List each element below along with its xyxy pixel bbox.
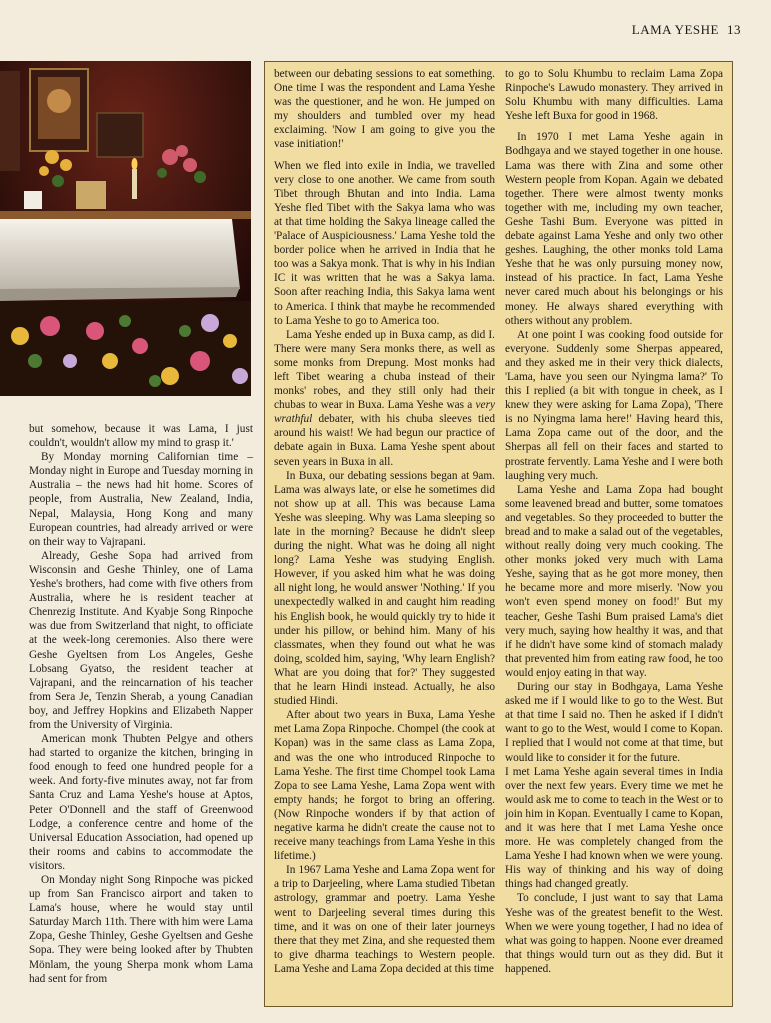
paragraph: Already, Geshe Sopa had arrived from Wisconsin and Geshe Thinley, one of Lama Yeshe's brothers, had come with five others from Australia, where he is resident teacher at Chenrezig Institute. And Kyabje Song Rinpoche was due from Switzerland that night, to officiate at the week-long ceremonies. Also there were Geshe Gyeltsen from Los Angeles, Geshe Lobsang Gyatso, the resident teacher at Vajrapani, and the reincarnation of his teacher from Sera Je, Tenzin Sherab, a young Canadian boy, and Jeffrey Hopkins and Elizabeth Napper from the University of Virginia. — [29, 549, 253, 731]
paragraph: After about two years in Buxa, Lama Yeshe met Lama Zopa Rinpoche. Chompel (the cook at Kopan) was in the same class as Lama Zopa, and was the one who introduced Rinpoche to Lama Yeshe. The first time Chompel took Lama Zopa to see Lama Yeshe, Lama Zopa went with empty hands; he forgot to bring an offering. (Now Rinpoche wonders if by that action of negative karma he didn't create the cause not to receive many teachings from Lama Yeshe in this lifetime.) — [274, 709, 495, 863]
text-run: Lama Yeshe ended up in Buxa camp, as did I. There were many Sera monks there, as well as some monks from Drepung. Most monks had left Tibet wearing a chuba instead of their monks' robes, and they still only had their chubas to wear in Buxa. Lama Yeshe was a — [274, 328, 495, 412]
paragraph: Lama Yeshe and Lama Zopa had bought some leavened bread and butter, some tomatoes and vegetables. So they proceeded to butter the bread and to make a salad out of the vegetables, without really doing very much cooking. The other monks joked very much with Lama Yeshe, saying that as he got more money, then he became more and more miserly. 'Now you won't even spend money on food!' But my teacher, Geshe Tashi Bum praised Lama's diet very much, saying how healthy it was, and that if he didn't have some kind of stomach malady that prevented him from eating raw food, he too would enjoy eating in that way. — [505, 483, 723, 679]
paragraph — [274, 328, 495, 469]
reminiscence-sidebar — [264, 61, 733, 1007]
main-article-column — [29, 422, 253, 986]
paragraph: but somehow, because it was Lama, I just couldn't, wouldn't allow my mind to grasp it.' — [29, 423, 253, 450]
paragraph: When we fled into exile in India, we travelled very close to one another. We came from south Tibet through Bhutan and into India. Lama Yeshe fled Tibet with the Sakya lama who was at that time holding the Sakya lineage called the 'Palace of Auspiciousness.' Lama Yeshe told the border police when he arrived in India that he too was a Sakya monk. That is why in his Indian IC it was written that he was a Sakya lama. Soon after reaching India, this Sakya lama went to America. I think that maybe he recommended to Lama Yeshe to go to America too. — [274, 159, 495, 327]
sidebar-column-1 — [274, 67, 495, 976]
text-run: debater, with his chuba sleeves tied around his waist! We had begun our practice of debate again in Buxa. Lama Yeshe spent about seven years in Buxa in all. — [274, 413, 495, 468]
paragraph: During our stay in Bodhgaya, Lama Yeshe asked me if I would like to go to the West. But at that time I said no. Then he asked if I didn't want to go to the West, would I come to Kopan. I replied that I would not come at that time, but would like to consider it for the future. — [505, 681, 723, 764]
header-title: LAMA YESHE — [631, 22, 719, 37]
running-header — [632, 22, 741, 38]
paragraph: American monk Thubten Pelgye and others had started to organize the kitchen, bringing in food enough to feed one hundred people for a week. And forty-five minutes away, not far from Santa Cruz and Lama Yeshe's house at Aptos, Peter O'Donnell and the staff of Greenwood Lodge, a conference centre and home of the Universal Education Association, had opened up their rooms and cabins to accommodate the visitors. — [29, 733, 253, 872]
paragraph: In 1970 I met Lama Yeshe again in Bodhgaya and we stayed together in one house. Lama was there with Zina and some other Western people from Kopan. Again we debated together. There were almost twenty monks together with me, including my own teacher, Geshe Tashi Bum. Everyone was pitted in debate against Lama Yeshe and only two other geshes. Laughing, the other monks told Lama Yeshe that he was only pursuing money now, instead of his practice. In fact, Lama Yeshe never cared much about his belongings or his money. He always shared everything with others without any problem. — [505, 131, 723, 327]
paragraph: In Buxa, our debating sessions began at 9am. Lama was always late, or else he sometimes did not show up at all. This was because Lama Yeshe was sleeping. Why was Lama sleeping so late in the morning? Because he didn't sleep during the night. What was he doing all night long? Lama Yeshe was studying English. However, if you asked him what he was doing all night long, he would answer 'Nothing.' If you unexpectedly walked in and caught him reading his English book, he would quickly try to hide it under his pillow, or behind him. Many of his classmates, when they found out what he was doing, scolded him, saying, 'Why learn English? What are you doing that for?' They suggested that he learn Hindi instead. Actually, he also studied Hindi. — [274, 469, 495, 708]
altar-photo-icon — [0, 61, 251, 396]
sidebar-column-2 — [505, 67, 723, 976]
altar-photo — [0, 61, 251, 396]
page-number: 13 — [727, 22, 741, 37]
paragraph: In 1967 Lama Yeshe and Lama Zopa went for a trip to Darjeeling, where Lama studied Tibetan astrology, grammar and poetry. Lama Yeshe went to Darjeeling several times during this time, and it was on one of their later journeys there that they met Zina, and she requested them to give dharma teachings to Western people. Lama Yeshe and Lama Zopa decided at this time — [274, 864, 495, 975]
paragraph: I met Lama Yeshe again several times in India over the next few years. Every time we met he would ask me to come to teach in the West or to join him in Kopan. Eventually I came to Kopan, and it was here that I met Lama Yeshe once more. He was completely changed from the Lama Yeshe I had known when we were young. His way of thinking and his way of doing things had changed greatly. — [505, 765, 723, 891]
paragraph: between our debating sessions to eat something. One time I was the respondent and Lama Yeshe was the questioner, and he won. He jumped on my shoulders and tumbled over my head exclaiming. 'Now I am going to give you the vase initiation!' — [274, 68, 495, 151]
emphasis-text: very wrathful — [274, 399, 495, 426]
paragraph: On Monday night Song Rinpoche was picked up from San Francisco airport and taken to Lama's house, where he would stay until Saturday March 11th. There with him were Lama Zopa, Geshe Thinley, Geshe Gyeltsen and Geshe Sopa. They were being looked after by Thubten Mönlam, the young Sherpa monk whom Lama had sent for from — [29, 874, 253, 985]
paragraph: At one point I was cooking food outside for everyone. Suddenly some Sherpas appeared, and they asked me in their very thick dialects, 'Lama, have you seen our Nyingma lama?' To this I replied (a bit with tongue in cheek, as I knew they were asking for Lama Zopa), 'There is no Nyingma lama here!' Having heard this, Lama Zopa came out of the door, and the Sherpas all fell on their faces and started to prostrate fervently. Lama Yeshe and I were both laughing very much. — [505, 328, 723, 482]
paragraph: to go to Solu Khumbu to reclaim Lama Zopa Rinpoche's Lawudo monastery. They arrived in Solu Khumbu with many difficulties. Lama Yeshe left Buxa for good in 1968. — [505, 68, 723, 123]
paragraph: To conclude, I just want to say that Lama Yeshe was of the greatest benefit to the West. When we were young together, I had no idea of what was going to happen. Noone ever dreamed that things would turn out as they did. But it happened. — [505, 892, 723, 975]
paragraph: By Monday morning Californian time – Monday night in Europe and Tuesday morning in Australia – the news had hit home. Scores of people, from Australia, New Zealand, India, Nepal, Malaysia, Hong Kong and many European countries, had already arrived or were on their way to Vajrapani. — [29, 451, 253, 548]
